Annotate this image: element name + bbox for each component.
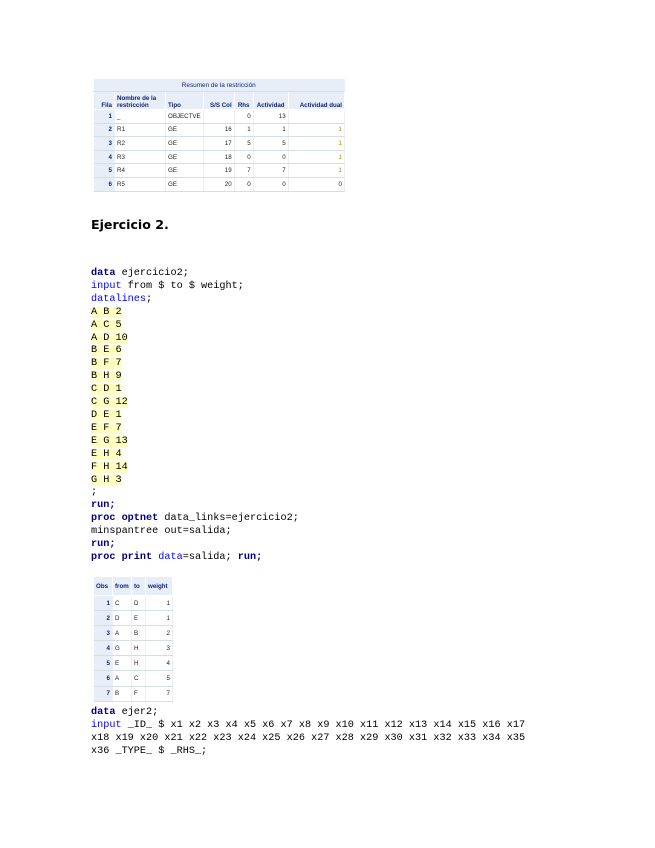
cell: 5 [253, 137, 288, 151]
code-text: ejer2; [115, 707, 159, 718]
sas-code-block-2 [91, 707, 525, 759]
cell: 2 [146, 626, 173, 641]
cell: 1 [234, 123, 253, 137]
cell: C [132, 671, 146, 686]
table-caption: Resumen de la restricción [94, 79, 345, 92]
cell: 1 [288, 137, 344, 151]
column-header: Actividad [253, 92, 288, 110]
cell: 4 [146, 656, 173, 671]
obs-cell: 7 [94, 686, 113, 701]
table-row [94, 656, 173, 671]
cell: 13 [253, 110, 288, 124]
cell: E [113, 656, 132, 671]
cell: E [132, 611, 146, 626]
table-row [94, 671, 173, 686]
column-header: Fila [94, 92, 115, 110]
code-text: ; [146, 293, 153, 305]
cell: OBJECTVE [166, 110, 204, 124]
table-row [94, 641, 173, 656]
code-text: x18 x19 x20 x21 x22 x23 x24 x25 x26 x27 x28 x29 x30 x31 x32 x33 x34 x35 [91, 732, 526, 744]
table-row [94, 150, 345, 164]
constraint-summary-table-container [93, 79, 345, 192]
cell [203, 110, 234, 124]
cell: 20 [203, 177, 234, 191]
dataline: B F 7 [91, 358, 122, 370]
cell: 5 [234, 137, 253, 151]
cell: 1 [288, 150, 344, 164]
obs-cell: 1 [94, 596, 113, 611]
dataline: E G 13 [91, 435, 128, 447]
obs-cell: 5 [94, 656, 113, 671]
table-row [94, 137, 345, 151]
dataline: A C 5 [91, 319, 122, 331]
cell: G [113, 641, 132, 656]
table-row [94, 123, 345, 137]
cell: F [132, 686, 146, 701]
cell: 3 [146, 641, 173, 656]
dataline: A D 10 [91, 332, 128, 344]
cell: A [113, 626, 132, 641]
table-row [94, 626, 173, 641]
cell: R5 [115, 177, 166, 191]
code-keyword: proc print [91, 551, 153, 563]
table-row [94, 611, 173, 626]
cell: 1 [146, 596, 173, 611]
code-text: minspantree out=salida; [91, 526, 232, 538]
cell: B [132, 626, 146, 641]
code-keyword: input [91, 280, 122, 292]
table-row [94, 596, 173, 611]
obs-cell: 4 [94, 641, 113, 656]
obs-cell: 4 [94, 150, 115, 164]
constraint-summary-table [93, 79, 345, 192]
code-keyword: datalines [91, 293, 147, 305]
cell: 0 [253, 150, 288, 164]
cell: GE [166, 123, 204, 137]
obs-cell: 6 [94, 177, 115, 191]
code-keyword: data [91, 268, 116, 279]
table-row [94, 177, 345, 191]
output-table [93, 576, 173, 702]
dataline: B H 9 [91, 371, 122, 383]
cell: 1 [146, 611, 173, 626]
code-text: x36 _TYPE_ $ _RHS_; [91, 745, 208, 757]
cell: 16 [203, 123, 234, 137]
cell: D [132, 596, 146, 611]
column-header: to [132, 577, 146, 596]
cell: GE [166, 137, 204, 151]
obs-cell: 2 [94, 123, 115, 137]
column-header: Actividad dual [288, 92, 344, 110]
code-text: ; [91, 487, 98, 499]
code-text: =salida; [182, 551, 238, 563]
cell: GE [166, 177, 204, 191]
column-header: Obs [94, 577, 113, 596]
column-header: Rhs [234, 92, 253, 110]
dataline: B E 6 [91, 345, 122, 357]
cell: 1 [288, 123, 344, 137]
code-keyword: run; [91, 500, 116, 512]
column-header: S/S Col [203, 92, 234, 110]
cell: A [113, 671, 132, 686]
cell: H [132, 656, 146, 671]
cell: GE [166, 150, 204, 164]
cell: 1 [253, 123, 288, 137]
code-keyword: data [91, 707, 116, 718]
obs-cell: 2 [94, 611, 113, 626]
dataline: G H 3 [91, 474, 122, 486]
code-keyword: run; [91, 539, 116, 551]
cell: 1 [288, 164, 344, 178]
cell: 5 [146, 671, 173, 686]
cell: GE [166, 164, 204, 178]
cell: R1 [115, 123, 166, 137]
code-text: from $ to $ weight; [121, 280, 244, 292]
dataline: D E 1 [91, 409, 122, 421]
column-header: Tipo [166, 92, 204, 110]
code-keyword: input [91, 719, 122, 731]
code-keyword: data [152, 551, 183, 563]
cell: 0 [234, 110, 253, 124]
cell: D [113, 611, 132, 626]
table-row [94, 110, 345, 124]
table-row [94, 164, 345, 178]
cell: 0 [234, 150, 253, 164]
cell: 0 [253, 177, 288, 191]
cell: 0 [288, 177, 344, 191]
dataline: E F 7 [91, 422, 122, 434]
obs-cell: 3 [94, 137, 115, 151]
section-heading: Ejercicio 2. [91, 217, 169, 232]
dataline: E H 4 [91, 448, 122, 460]
cell: H [132, 641, 146, 656]
cell: B [113, 686, 132, 701]
obs-cell: 3 [94, 626, 113, 641]
dataline: C D 1 [91, 384, 122, 396]
cell: 7 [253, 164, 288, 178]
code-text: data_links=ejercicio2; [158, 513, 299, 525]
cell: C [113, 596, 132, 611]
column-header: Nombre de la restricción [115, 92, 166, 110]
sas-code-block [91, 268, 299, 565]
table-row [94, 686, 173, 701]
cell: _ [115, 110, 166, 124]
cell: 7 [146, 686, 173, 701]
output-table-container [93, 576, 173, 702]
obs-cell: 1 [94, 110, 115, 124]
column-header: weight [146, 577, 173, 596]
code-keyword: proc optnet [91, 513, 159, 525]
cell: 7 [234, 164, 253, 178]
obs-cell: 5 [94, 164, 115, 178]
dataline: F H 14 [91, 461, 128, 473]
cell: R4 [115, 164, 166, 178]
cell [288, 110, 344, 124]
code-text: ejercicio2; [115, 268, 189, 279]
obs-cell: 6 [94, 671, 113, 686]
cell: R2 [115, 137, 166, 151]
code-text: _ID_ $ x1 x2 x3 x4 x5 x6 x7 x8 x9 x10 x11 x12 x13 x14 x15 x16 x17 [121, 719, 526, 731]
dataline: C G 12 [91, 397, 128, 409]
dataline: A B 2 [91, 306, 122, 318]
column-header: from [113, 577, 132, 596]
code-keyword: run; [237, 551, 263, 563]
cell: 18 [203, 150, 234, 164]
cell: 19 [203, 164, 234, 178]
cell: R3 [115, 150, 166, 164]
cell: 0 [234, 177, 253, 191]
cell: 17 [203, 137, 234, 151]
